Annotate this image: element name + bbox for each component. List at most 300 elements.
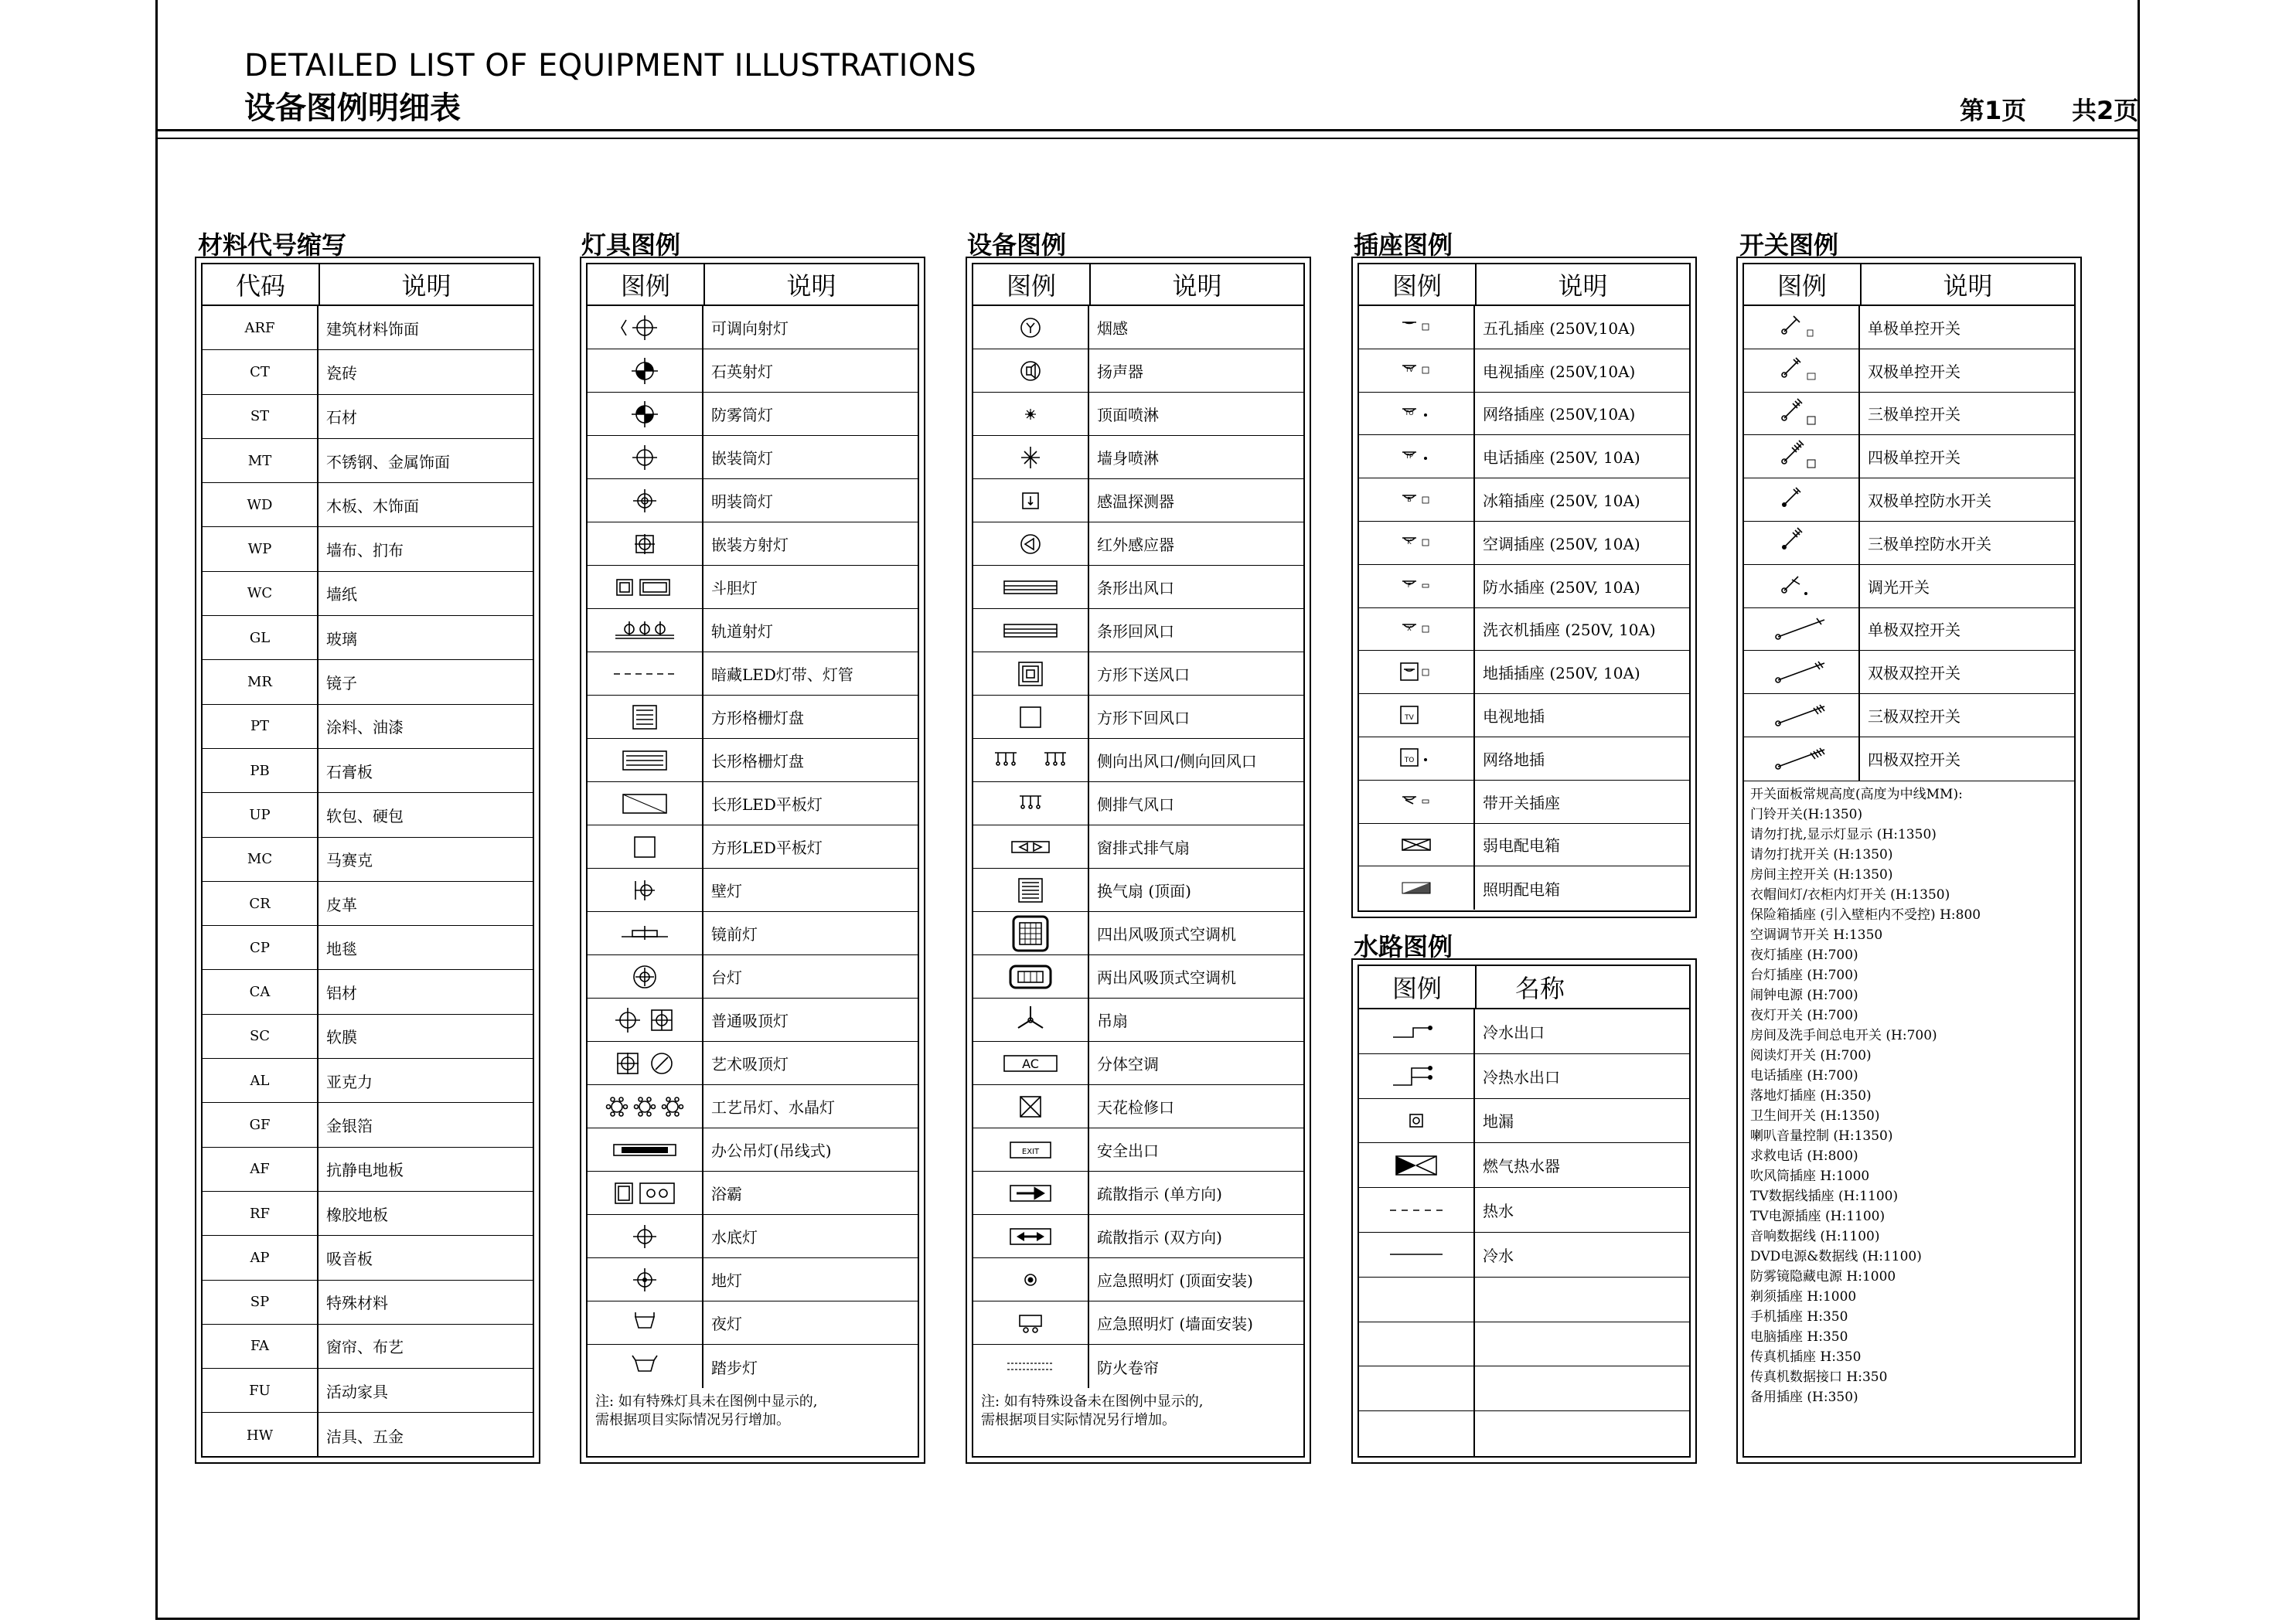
washer-socket-icon xyxy=(1359,608,1475,651)
floor-drain-icon xyxy=(1359,1099,1475,1143)
row-description xyxy=(1475,1366,1689,1410)
table-row xyxy=(588,739,918,782)
hot-water-line-icon xyxy=(1359,1188,1475,1232)
ac-socket-icon xyxy=(1359,522,1475,564)
table-row xyxy=(203,749,533,793)
note-line: 空调调节开关 H:1350 xyxy=(1750,927,1883,943)
table-row xyxy=(973,436,1303,479)
note-line: 夜灯开关 (H:700) xyxy=(1750,1007,1858,1023)
hot-cold-outlet-icon xyxy=(1359,1054,1475,1098)
row-description: 侧向出风口/侧向回风口 xyxy=(1097,752,1257,771)
row-description: 艺术吸顶灯 xyxy=(711,1055,789,1073)
table-row xyxy=(203,1148,533,1192)
row-description: 木板、木饰面 xyxy=(326,496,419,515)
switches-title: 开关图例 xyxy=(1739,230,1839,260)
table-row xyxy=(203,793,533,837)
svg-text:AC: AC xyxy=(1022,1056,1039,1071)
long-led-panel-icon xyxy=(588,782,703,825)
table-row xyxy=(973,1128,1303,1172)
material-code: SC xyxy=(203,1015,319,1058)
table-row xyxy=(1359,1188,1689,1233)
row-description: 冷水 xyxy=(1483,1246,1514,1265)
switches-table xyxy=(1742,263,2076,1458)
header-description: 说明 xyxy=(1172,271,1222,301)
row-description xyxy=(1475,1278,1689,1322)
row-description: 可调向射灯 xyxy=(711,319,789,338)
table-row xyxy=(203,306,533,350)
header-legend: 图例 xyxy=(1359,966,1477,1008)
table-row xyxy=(973,1345,1303,1388)
row-description: 明装筒灯 xyxy=(711,492,773,511)
table-row xyxy=(588,436,918,479)
header-name: 名称 xyxy=(1515,974,1565,1003)
table-row xyxy=(1744,522,2074,565)
row-description: 瓷砖 xyxy=(326,363,357,383)
row-description: 不锈钢、金属饰面 xyxy=(326,452,450,471)
row-description: 照明配电箱 xyxy=(1483,880,1560,899)
table-row xyxy=(1359,393,1689,436)
switched-socket-icon xyxy=(1359,781,1475,823)
note-line: 卫生间开关 (H:1350) xyxy=(1750,1108,1880,1124)
wall-lamp-icon xyxy=(588,869,703,911)
gas-water-heater-icon xyxy=(1359,1143,1475,1187)
row-description: 单极双控开关 xyxy=(1868,621,1960,640)
hidden-led-strip-icon xyxy=(588,652,703,695)
equipment-title: 设备图例 xyxy=(967,230,1067,260)
header-description: 说明 xyxy=(1943,271,1993,301)
note-line: 房间及洗手间总电开关 (H:700) xyxy=(1750,1027,1937,1043)
note-line: TV数据线插座 (H:1100) xyxy=(1750,1188,1899,1204)
table-row xyxy=(1359,824,1689,867)
title-chinese: 设备图例明细表 xyxy=(244,90,461,126)
table-header xyxy=(1744,264,2074,306)
lights-table xyxy=(586,263,919,1458)
svg-text:TV: TV xyxy=(1405,366,1414,374)
note-line: 剃须插座 H:1000 xyxy=(1750,1288,1857,1305)
floor-light-icon xyxy=(588,1258,703,1301)
mirror-lamp-icon xyxy=(588,912,703,954)
row-description: 方形LED平板灯 xyxy=(711,839,823,857)
table-row xyxy=(1359,1411,1689,1456)
row-description: 墙纸 xyxy=(326,585,357,604)
row-description: 铝材 xyxy=(326,984,357,1003)
triple-waterproof-switch-icon xyxy=(1744,522,1860,564)
emergency-light-ceiling-icon xyxy=(973,1258,1089,1301)
row-description xyxy=(1475,1411,1689,1456)
table-row xyxy=(973,1301,1303,1345)
note-line: 备用插座 (H:350) xyxy=(1750,1389,1858,1405)
header-description: 说明 xyxy=(1558,271,1608,301)
row-description: 红外感应器 xyxy=(1097,536,1174,554)
material-code: AL xyxy=(203,1059,319,1102)
svg-text:F: F xyxy=(1407,582,1412,590)
material-code: PB xyxy=(203,749,319,792)
table-row xyxy=(973,479,1303,522)
note-line: 衣帽间灯/衣柜内灯开关 (H:1350) xyxy=(1750,886,1950,903)
table-row xyxy=(1359,1278,1689,1322)
table-row xyxy=(203,838,533,882)
row-description: 网络插座 (250V,10A) xyxy=(1483,405,1636,424)
table-header xyxy=(588,264,918,306)
cold-water-outlet-icon xyxy=(1359,1009,1475,1053)
header-legend: 图例 xyxy=(973,264,1091,305)
table-row xyxy=(203,1369,533,1413)
switch-height-notes xyxy=(1744,781,2074,1410)
material-code: GF xyxy=(203,1103,319,1146)
equipment-note: 注: 如有特殊设备未在图例中显示的, 需根据项目实际情况另行增加。 xyxy=(981,1393,1204,1428)
row-description: 石材 xyxy=(326,408,357,427)
row-description: 墙布、扪布 xyxy=(326,541,404,560)
row-description: 长形LED平板灯 xyxy=(711,795,823,814)
row-description: 冷水出口 xyxy=(1483,1022,1545,1042)
row-description: 四极双控开关 xyxy=(1868,750,1960,770)
lights-title: 灯具图例 xyxy=(581,230,681,260)
heat-detector-icon xyxy=(973,479,1089,522)
row-description: 软包、硬包 xyxy=(326,806,404,825)
material-code: MT xyxy=(203,439,319,482)
linear-return-vent-icon xyxy=(973,609,1089,652)
row-description: 地漏 xyxy=(1483,1112,1514,1131)
weak-current-box-icon xyxy=(1359,824,1475,866)
row-description: 抗静电地板 xyxy=(326,1161,404,1180)
speaker-icon xyxy=(973,349,1089,392)
lighting-box-icon xyxy=(1359,866,1475,910)
ceiling-lamp-icon xyxy=(588,999,703,1041)
table-row xyxy=(973,696,1303,739)
recessed-square-light-icon xyxy=(588,522,703,565)
empty-cell xyxy=(1359,1322,1475,1366)
table-row xyxy=(588,393,918,436)
row-description: 燃气热水器 xyxy=(1483,1157,1560,1176)
table-row xyxy=(203,616,533,660)
table-row xyxy=(203,882,533,926)
double-two-way-switch-icon xyxy=(1744,651,1860,693)
night-light-icon xyxy=(588,1301,703,1344)
step-light-icon xyxy=(588,1345,703,1388)
header-divider-thin xyxy=(155,138,2140,139)
note-line: 门铃开关(H:1350) xyxy=(1750,806,1863,822)
quartz-spotlight-icon xyxy=(588,349,703,392)
table-header xyxy=(1359,966,1689,1009)
table-row xyxy=(973,306,1303,349)
table-row xyxy=(1359,565,1689,608)
row-description: 马赛克 xyxy=(326,851,373,870)
table-row xyxy=(1744,393,2074,436)
material-code: UP xyxy=(203,793,319,836)
split-ac-icon xyxy=(973,1042,1089,1084)
table-lamp-icon xyxy=(588,955,703,998)
note-line: 传真机插座 H:350 xyxy=(1750,1349,1862,1365)
table-row xyxy=(588,696,918,739)
fogproof-downlight-icon xyxy=(588,393,703,435)
table-row xyxy=(588,1301,918,1345)
row-description: 双极单控开关 xyxy=(1868,362,1960,381)
table-row xyxy=(1744,478,2074,522)
network-floor-socket-icon xyxy=(1359,737,1475,780)
row-description xyxy=(1475,1322,1689,1366)
table-row xyxy=(973,609,1303,652)
row-description: 应急照明灯 (顶面安装) xyxy=(1097,1271,1253,1290)
empty-cell xyxy=(1359,1411,1475,1456)
row-description: 条形回风口 xyxy=(1097,622,1174,641)
table-row xyxy=(588,1042,918,1085)
underwater-light-icon xyxy=(588,1215,703,1257)
note-line: 求救电话 (H:800) xyxy=(1750,1148,1858,1164)
svg-text:TV: TV xyxy=(1405,713,1414,722)
table-row xyxy=(588,1085,918,1128)
svg-text:K: K xyxy=(1407,539,1412,546)
table-row xyxy=(588,869,918,912)
row-description: 金银箔 xyxy=(326,1116,373,1135)
row-description: 工艺吊灯、水晶灯 xyxy=(711,1098,835,1117)
row-description: 嵌装方射灯 xyxy=(711,536,789,554)
row-description: 电视插座 (250V,10A) xyxy=(1483,362,1636,381)
table-row xyxy=(973,869,1303,912)
cold-water-line-icon xyxy=(1359,1233,1475,1277)
note-line: 夜灯插座 (H:700) xyxy=(1750,947,1858,963)
row-description: 台灯 xyxy=(711,968,742,987)
material-code: CT xyxy=(203,350,319,393)
row-description: 石膏板 xyxy=(326,762,373,781)
table-row xyxy=(1359,781,1689,824)
row-description: 换气扇 (顶面) xyxy=(1097,882,1191,900)
row-description: 地灯 xyxy=(711,1271,742,1290)
materials-title: 材料代号缩写 xyxy=(198,230,347,260)
evacuation-two-way-icon xyxy=(973,1215,1089,1257)
row-description: 安全出口 xyxy=(1097,1142,1159,1160)
row-description: 三极单控防水开关 xyxy=(1868,534,1991,553)
note-line: 开关面板常规高度(高度为中线MM): xyxy=(1750,786,1963,802)
table-row xyxy=(1359,1366,1689,1411)
row-description: 四极单控开关 xyxy=(1868,448,1960,468)
row-description: 弱电配电箱 xyxy=(1483,836,1560,856)
art-ceiling-lamp-icon xyxy=(588,1042,703,1084)
waterproof-socket-icon xyxy=(1359,565,1475,607)
row-description: 顶面喷淋 xyxy=(1097,406,1159,424)
note-line: 房间主控开关 (H:1350) xyxy=(1750,866,1893,883)
table-row xyxy=(973,782,1303,825)
table-row xyxy=(203,350,533,394)
row-description: 壁灯 xyxy=(711,882,742,900)
table-row xyxy=(588,955,918,999)
row-description: 单极单控开关 xyxy=(1868,318,1960,338)
svg-text:TO: TO xyxy=(1405,409,1414,417)
row-description: 地毯 xyxy=(326,939,357,958)
row-description: 三极单控开关 xyxy=(1868,405,1960,424)
material-code: CR xyxy=(203,882,319,925)
square-supply-vent-icon xyxy=(973,652,1089,695)
row-description: 暗藏LED灯带、灯管 xyxy=(711,665,853,684)
table-row xyxy=(973,1258,1303,1301)
svg-text:EXIT: EXIT xyxy=(1021,1147,1040,1156)
chandelier-icon xyxy=(588,1085,703,1128)
row-description: 踏步灯 xyxy=(711,1358,758,1377)
material-code: WD xyxy=(203,483,319,526)
table-row xyxy=(1744,694,2074,737)
sockets-title: 插座图例 xyxy=(1354,230,1453,260)
material-code: MR xyxy=(203,660,319,703)
linear-supply-vent-icon xyxy=(973,566,1089,608)
table-row xyxy=(588,479,918,522)
table-row xyxy=(203,572,533,616)
row-description: 墙身喷淋 xyxy=(1097,449,1159,468)
table-row xyxy=(973,1042,1303,1085)
material-code: MC xyxy=(203,838,319,881)
header-legend: 图例 xyxy=(1744,264,1862,305)
grille-spotlight-icon xyxy=(588,566,703,608)
triple-switch-icon xyxy=(1744,393,1860,435)
table-row xyxy=(588,782,918,825)
row-description: 条形出风口 xyxy=(1097,579,1174,597)
table-row xyxy=(203,395,533,439)
material-code: PT xyxy=(203,705,319,748)
table-row xyxy=(973,349,1303,393)
table-row xyxy=(1359,1322,1689,1367)
note-line: 请勿打扰开关 (H:1350) xyxy=(1750,846,1893,863)
title-english: DETAILED LIST OF EQUIPMENT ILLUSTRATIONS xyxy=(244,48,977,83)
single-switch-icon xyxy=(1744,306,1860,349)
safety-exit-icon xyxy=(973,1128,1089,1171)
row-description: 四出风吸顶式空调机 xyxy=(1097,925,1236,944)
note-line: 音响数据线 (H:1100) xyxy=(1750,1228,1880,1244)
row-description: 建筑材料饰面 xyxy=(326,319,419,339)
row-description: 烟感 xyxy=(1097,319,1128,338)
table-row xyxy=(203,660,533,704)
table-row xyxy=(203,1236,533,1280)
table-row xyxy=(1744,306,2074,349)
table-row xyxy=(588,652,918,696)
table-row xyxy=(973,1215,1303,1258)
table-row xyxy=(588,1172,918,1215)
row-description: 热水 xyxy=(1483,1202,1514,1221)
side-vent-icon xyxy=(973,739,1089,781)
water-table xyxy=(1358,965,1691,1458)
svg-text:TP: TP xyxy=(1405,452,1413,460)
square-led-panel-icon xyxy=(588,825,703,868)
table-row xyxy=(203,1192,533,1236)
material-code: FU xyxy=(203,1369,319,1412)
table-row xyxy=(973,739,1303,782)
fridge-socket-icon xyxy=(1359,478,1475,521)
water-title: 水路图例 xyxy=(1354,932,1453,961)
table-row xyxy=(1359,866,1689,910)
material-code: GL xyxy=(203,616,319,659)
row-description: 亚克力 xyxy=(326,1072,373,1091)
material-code: WP xyxy=(203,527,319,570)
table-row xyxy=(1359,1054,1689,1099)
note-line: 台灯插座 (H:700) xyxy=(1750,967,1858,983)
row-description: 皮革 xyxy=(326,895,357,914)
table-row xyxy=(1359,349,1689,393)
note-line: 落地灯插座 (H:350) xyxy=(1750,1087,1872,1104)
two-way-ac-icon xyxy=(973,955,1089,998)
note-line: DVD电源&数据线 (H:1100) xyxy=(1750,1248,1922,1264)
header-code: 代码 xyxy=(203,264,320,305)
row-description: 水底灯 xyxy=(711,1228,758,1247)
window-exhaust-fan-icon xyxy=(973,825,1089,868)
row-description: 方形格栅灯盘 xyxy=(711,709,804,727)
row-description: 吊扇 xyxy=(1097,1012,1128,1030)
empty-cell xyxy=(1359,1278,1475,1322)
dimmer-switch-icon xyxy=(1744,565,1860,607)
network-socket-icon xyxy=(1359,393,1475,435)
table-row xyxy=(203,926,533,970)
emergency-light-wall-icon xyxy=(973,1301,1089,1344)
table-row xyxy=(203,1325,533,1369)
table-row xyxy=(1359,1009,1689,1054)
row-description: 窗排式排气扇 xyxy=(1097,839,1190,857)
row-description: 长形格栅灯盘 xyxy=(711,752,804,771)
table-row xyxy=(588,349,918,393)
row-description: 两出风吸顶式空调机 xyxy=(1097,968,1236,987)
single-two-way-switch-icon xyxy=(1744,608,1860,651)
equipment-table xyxy=(972,263,1305,1458)
table-row xyxy=(588,1258,918,1301)
note-line: 请勿打扰,显示灯显示 (H:1350) xyxy=(1750,826,1937,842)
materials-table xyxy=(201,263,534,1458)
table-row xyxy=(973,999,1303,1042)
triple-two-way-switch-icon xyxy=(1744,694,1860,737)
table-header xyxy=(973,264,1303,306)
table-row xyxy=(588,912,918,955)
row-description: 感温探测器 xyxy=(1097,492,1174,511)
material-code: CP xyxy=(203,926,319,969)
surface-downlight-icon xyxy=(588,479,703,522)
row-description: 双极单控防水开关 xyxy=(1868,492,1991,511)
row-description: 天花检修口 xyxy=(1097,1098,1174,1117)
table-row xyxy=(203,483,533,527)
row-description: 地插插座 (250V, 10A) xyxy=(1483,664,1640,683)
svg-text:TO: TO xyxy=(1404,757,1415,765)
row-description: 网络地插 xyxy=(1483,750,1545,769)
table-row xyxy=(588,825,918,869)
track-spotlight-icon xyxy=(588,609,703,652)
row-description: 轨道射灯 xyxy=(711,622,773,641)
ceiling-exhaust-fan-icon xyxy=(973,869,1089,911)
header-divider xyxy=(155,129,2140,131)
header-description: 说明 xyxy=(786,271,836,301)
wall-sprinkler-icon xyxy=(973,436,1089,478)
table-row xyxy=(973,825,1303,869)
row-description: 方形下回风口 xyxy=(1097,709,1190,727)
row-description: 镜子 xyxy=(326,674,357,693)
empty-cell xyxy=(1359,1366,1475,1410)
row-description: 嵌装筒灯 xyxy=(711,449,773,468)
table-row xyxy=(1359,694,1689,737)
material-code: ST xyxy=(203,395,319,438)
floor-socket-icon xyxy=(1359,651,1475,693)
row-description: 窗帘、布艺 xyxy=(326,1338,404,1357)
table-row xyxy=(203,527,533,571)
table-row xyxy=(973,955,1303,999)
table-row xyxy=(588,566,918,609)
row-description: 调光开关 xyxy=(1868,577,1930,597)
quad-two-way-switch-icon xyxy=(1744,737,1860,781)
sockets-table xyxy=(1358,263,1691,912)
table-header xyxy=(1359,264,1689,306)
lights-note: 注: 如有特殊灯具未在图例中显示的, 需根据项目实际情况另行增加。 xyxy=(595,1393,818,1428)
note-line: 防雾镜隐藏电源 H:1000 xyxy=(1750,1268,1896,1284)
table-header xyxy=(203,264,533,306)
table-row xyxy=(203,1103,533,1147)
four-way-ac-icon xyxy=(973,912,1089,954)
table-row xyxy=(1744,737,2074,781)
row-description: 五孔插座 (250V,10A) xyxy=(1483,318,1636,338)
row-description: 带开关插座 xyxy=(1483,793,1560,812)
table-row xyxy=(203,705,533,749)
header-legend: 图例 xyxy=(1359,264,1477,305)
table-row xyxy=(973,1172,1303,1215)
